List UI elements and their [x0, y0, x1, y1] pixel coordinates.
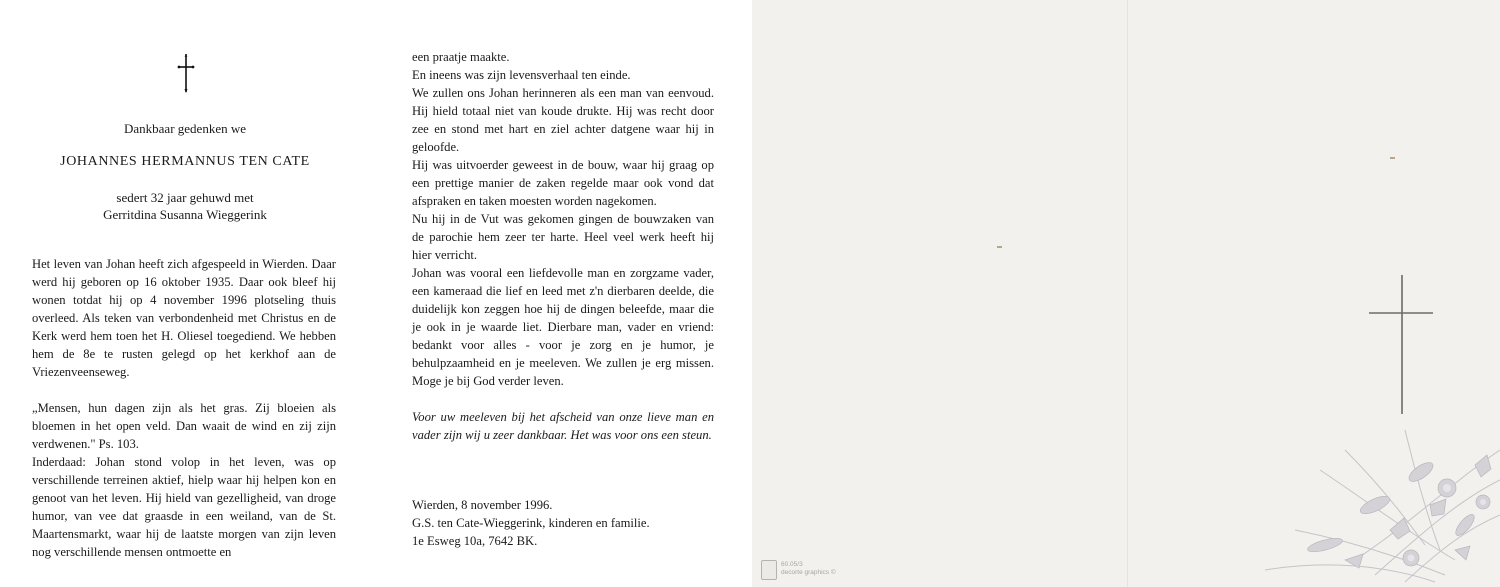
floral-ornament-icon: [1225, 410, 1500, 587]
paper-speck: [997, 246, 1002, 248]
text-line: een praatje maakte.: [412, 50, 510, 64]
printer-mark: [781, 561, 836, 577]
printer-brand: decorte graphics ©: [781, 569, 836, 576]
deceased-name: JOHANNES HERMANNUS TEN CATE: [60, 154, 310, 169]
family-paragraph: Johan was vooral een liefdevolle man en zorgzame vader, een kameraad die lief en leed met z'n dierbaren deelde, die duidelijk kon zeggen hoe hij de dingen beleefde, maar die je ook in je waarde liet. Dierbare man, vader en vriend: bedankt voor alles - voor je zorg en je humor, je behulpzaamheid en je meeleven. We zullen je erg missen. Moge je bij God verder leven.: [412, 266, 714, 388]
psalm-quote: „Mensen, hun dagen zijn als het gras. Zij bloeien als bloemen in het open veld. Dan waait de wind en zij zijn verdwenen." Ps. 103.: [32, 401, 336, 451]
text-line: En ineens was zijn levensverhaal ten einde.: [412, 68, 631, 82]
intro-line: Dankbaar gedenken we: [124, 121, 246, 136]
spouse-name: Gerritdina Susanna Wieggerink: [103, 207, 267, 222]
small-cross-icon: [176, 52, 196, 94]
paper-speck: [1390, 157, 1395, 159]
character-paragraph: Inderdaad: Johan stond volop in het leven, was op verschillende terreinen aktief, hielp waar hij helpen kon en genoot van het leven. Hij hield van gezelligheid, van droge humor, van vee dat graasde in een weiland, van de St. Maartensmarkt, waar hij de laatste morgen van zijn leven nog verschillende mensen ontmoette en: [32, 455, 336, 559]
parish-paragraph: Nu hij in de Vut was gekomen gingen de bouwzaken van de parochie hem zeer ter harte. Heel veel werk heeft hij hier verricht.: [412, 212, 714, 262]
left-text-column: [32, 255, 336, 561]
printer-logo-icon: [761, 560, 777, 580]
printer-code: 60.05/3: [781, 561, 803, 568]
large-cross-icon: [1367, 273, 1435, 416]
simplicity-paragraph: We zullen ons Johan herinneren als een man van eenvoud. Hij hield totaal niet van koude drukte. Hij was recht door zee en stond met hart en ziel achter datgene waar hij in geloofde.: [412, 86, 714, 154]
marriage-line: sedert 32 jaar gehuwd met: [116, 190, 254, 205]
fold-line: [1127, 0, 1128, 587]
signature-block: [412, 496, 714, 550]
life-paragraph: Het leven van Johan heeft zich afgespeeld in Wierden. Daar werd hij geboren op 16 oktober 1935. Daar ook bleef hij wonen totdat hij op 4 november 1996 plotseling thuis overleed. Als teken van verbondenheid met Christus en de Kerk werd hem toen het H. Oliesel toegediend. We hebben hem de 8e te rusten gelegd op het kerkhof aan de Vriezenveenseweg.: [32, 257, 336, 379]
place-date: Wierden, 8 november 1996.: [412, 498, 553, 512]
right-text-column: [412, 48, 714, 390]
address: 1e Esweg 10a, 7642 BK.: [412, 534, 538, 548]
signed-by: G.S. ten Cate-Wieggerink, kinderen en familie.: [412, 516, 650, 530]
work-paragraph: Hij was uitvoerder geweest in de bouw, waar hij graag op een prettige manier de zaken regelde maar ook vond dat afspraken en taken moesten worden nagekomen.: [412, 158, 714, 208]
thanks-note: Voor uw meeleven bij het afscheid van onze lieve man en vader zijn wij u zeer dankbaar. Het was voor ons een steun.: [412, 410, 714, 442]
